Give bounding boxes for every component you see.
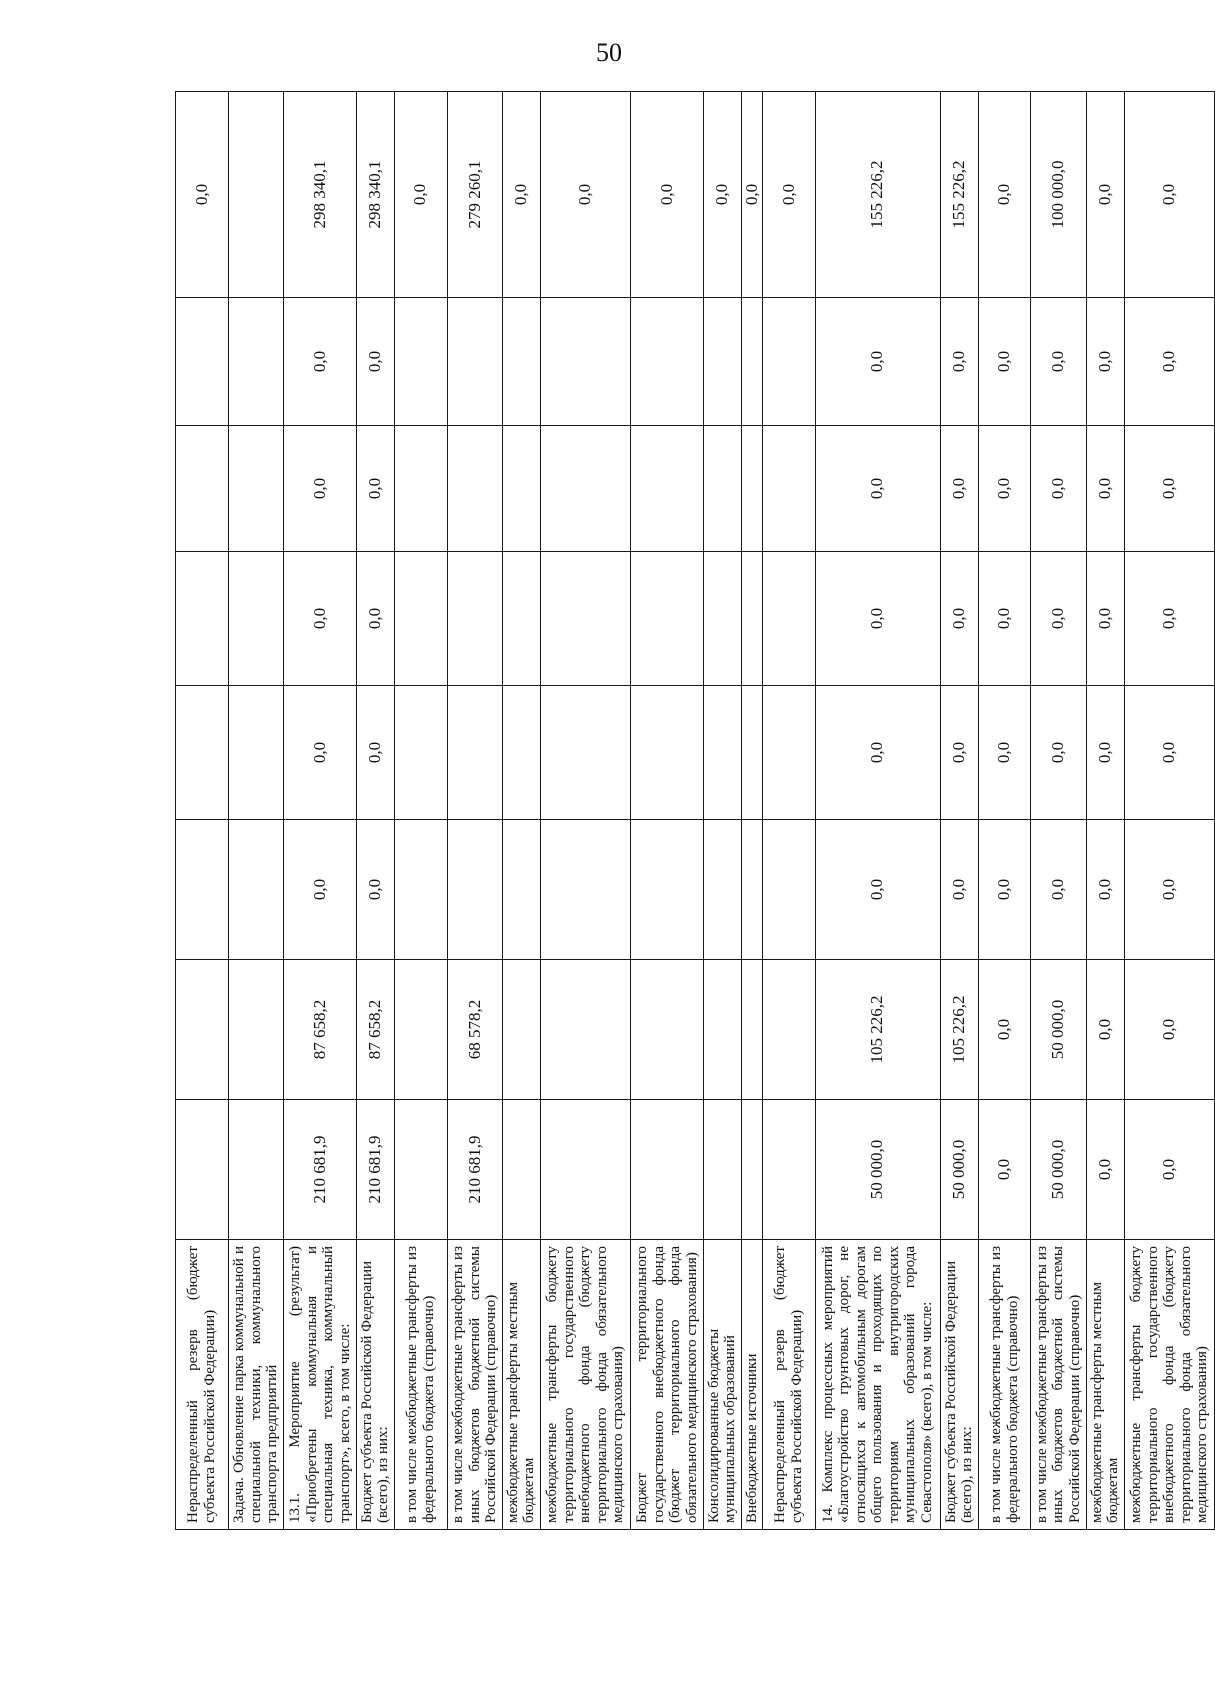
table-row: [815, 92, 940, 1530]
value-cell: [741, 552, 762, 686]
value-cell: [502, 820, 540, 960]
value-cell: 0,0: [1086, 298, 1124, 426]
value-cell: 298 340,1: [356, 92, 394, 298]
value-cell: [762, 552, 815, 686]
value-cell: 0,0: [356, 426, 394, 552]
value-cell: 0,0: [1086, 820, 1124, 960]
row-label: 13.1. Мероприятие (результат) «Приобретены коммунальная и специальная техника, коммунальный транспорт», всего, в том числе:: [284, 1240, 357, 1530]
row-label: Нераспределенный резерв (бюджет субъекта Российской Федерации): [176, 1240, 229, 1530]
value-cell: [762, 298, 815, 426]
row-label: в том числе межбюджетные трансферты из иных бюджетов бюджетной системы Российской Федерации (справочно): [447, 1240, 502, 1530]
value-cell: [228, 686, 283, 820]
value-cell: 0,0: [356, 686, 394, 820]
value-cell: 0,0: [1031, 820, 1086, 960]
value-cell: 0,0: [978, 820, 1031, 960]
value-cell: [228, 92, 283, 298]
value-cell: [394, 686, 447, 820]
value-cell: [394, 960, 447, 1100]
value-cell: [631, 686, 704, 820]
value-cell: [228, 820, 283, 960]
value-cell: 100 000,0: [1031, 92, 1086, 298]
value-cell: [631, 820, 704, 960]
table-row: [356, 92, 394, 1530]
value-cell: [540, 298, 630, 426]
value-cell: 0,0: [284, 426, 357, 552]
value-cell: [631, 426, 704, 552]
value-cell: [703, 686, 741, 820]
value-cell: [394, 426, 447, 552]
page-number: 50: [596, 38, 622, 67]
value-cell: 0,0: [1086, 552, 1124, 686]
value-cell: [741, 426, 762, 552]
value-cell: [703, 298, 741, 426]
table-row: [284, 92, 357, 1530]
value-cell: 0,0: [1124, 1100, 1214, 1240]
value-cell: [502, 298, 540, 426]
value-cell: 0,0: [1124, 552, 1214, 686]
value-cell: [176, 686, 229, 820]
value-cell: [447, 552, 502, 686]
row-label: 14. Комплекс процессных мероприятий «Благоустройство грунтовых дорог, не относящихся к автомобильным дорогам общего пользования и проходящих по территориям внутригородских муниципальных образований города Севастополя» (всего), в том числе:: [815, 1240, 940, 1530]
value-cell: [762, 820, 815, 960]
value-cell: 279 260,1: [447, 92, 502, 298]
table-row: [703, 92, 741, 1530]
value-cell: 0,0: [1124, 92, 1214, 298]
value-cell: 0,0: [1086, 1100, 1124, 1240]
row-label: Внебюджетные источники: [741, 1240, 762, 1530]
table-body: [176, 92, 1215, 1530]
value-cell: [176, 552, 229, 686]
value-cell: 50 000,0: [815, 1100, 940, 1240]
value-cell: 0,0: [1031, 298, 1086, 426]
rotated-table-container: [175, 92, 1215, 1530]
table-row: [228, 92, 283, 1530]
value-cell: [703, 820, 741, 960]
row-label: в том числе межбюджетные трансферты из федерального бюджета (справочно): [394, 1240, 447, 1530]
value-cell: [502, 552, 540, 686]
row-label: Бюджет субъекта Российской Федерации (всего), из них:: [356, 1240, 394, 1530]
value-cell: 0,0: [940, 552, 978, 686]
value-cell: [540, 820, 630, 960]
table-row: [1124, 92, 1214, 1530]
value-cell: 0,0: [1031, 686, 1086, 820]
value-cell: 0,0: [978, 686, 1031, 820]
value-cell: 0,0: [978, 960, 1031, 1100]
value-cell: 0,0: [540, 92, 630, 298]
value-cell: 0,0: [631, 92, 704, 298]
value-cell: [394, 298, 447, 426]
value-cell: 0,0: [815, 298, 940, 426]
value-cell: 50 000,0: [1031, 960, 1086, 1100]
value-cell: 0,0: [815, 820, 940, 960]
value-cell: [540, 686, 630, 820]
value-cell: [703, 552, 741, 686]
value-cell: 0,0: [815, 686, 940, 820]
table-row: [447, 92, 502, 1530]
value-cell: [394, 1100, 447, 1240]
row-label: межбюджетные трансферты бюджету территориального государственного внебюджетного фонда (бюджету территориального фонда обязательного медицинского страхования): [540, 1240, 630, 1530]
value-cell: 0,0: [1031, 552, 1086, 686]
row-label: Нераспределенный резерв (бюджет субъекта Российской Федерации): [762, 1240, 815, 1530]
value-cell: [447, 686, 502, 820]
value-cell: [502, 960, 540, 1100]
value-cell: [176, 960, 229, 1100]
value-cell: [447, 820, 502, 960]
table-row: [176, 92, 229, 1530]
value-cell: 0,0: [741, 92, 762, 298]
value-cell: 155 226,2: [815, 92, 940, 298]
value-cell: [176, 820, 229, 960]
value-cell: [176, 298, 229, 426]
value-cell: 0,0: [978, 92, 1031, 298]
value-cell: 0,0: [940, 686, 978, 820]
row-label: Бюджет территориального государственного внебюджетного фонда (бюджет территориального фонда обязательного медицинского страхования): [631, 1240, 704, 1530]
value-cell: 0,0: [356, 298, 394, 426]
value-cell: 0,0: [1124, 686, 1214, 820]
row-label: межбюджетные трансферты бюджету территориального государственного внебюджетного фонда (бюджету территориального фонда обязательного медицинского страхования): [1124, 1240, 1214, 1530]
value-cell: 50 000,0: [1031, 1100, 1086, 1240]
table-row: [394, 92, 447, 1530]
table-row: [978, 92, 1031, 1530]
value-cell: 0,0: [1124, 298, 1214, 426]
row-label: межбюджетные трансферты местным бюджетам: [502, 1240, 540, 1530]
value-cell: [228, 960, 283, 1100]
value-cell: [176, 1100, 229, 1240]
value-cell: [762, 1100, 815, 1240]
value-cell: 0,0: [940, 820, 978, 960]
value-cell: 0,0: [1124, 426, 1214, 552]
value-cell: 0,0: [1124, 960, 1214, 1100]
value-cell: 0,0: [502, 92, 540, 298]
table-row: [1031, 92, 1086, 1530]
value-cell: 0,0: [1086, 92, 1124, 298]
value-cell: 0,0: [356, 820, 394, 960]
value-cell: 210 681,9: [356, 1100, 394, 1240]
value-cell: 0,0: [978, 1100, 1031, 1240]
value-cell: [540, 960, 630, 1100]
value-cell: 0,0: [815, 426, 940, 552]
value-cell: [631, 298, 704, 426]
value-cell: [176, 426, 229, 552]
value-cell: [741, 298, 762, 426]
row-label: в том числе межбюджетные трансферты из иных бюджетов бюджетной системы Российской Федерации (справочно): [1031, 1240, 1086, 1530]
value-cell: 210 681,9: [447, 1100, 502, 1240]
value-cell: [703, 960, 741, 1100]
table-row: [1086, 92, 1124, 1530]
table-row: [502, 92, 540, 1530]
table-row: [741, 92, 762, 1530]
value-cell: 0,0: [284, 820, 357, 960]
value-cell: [394, 820, 447, 960]
row-label: межбюджетные трансферты местным бюджетам: [1086, 1240, 1124, 1530]
value-cell: 105 226,2: [940, 960, 978, 1100]
row-label: Консолидированные бюджеты муниципальных образований: [703, 1240, 741, 1530]
value-cell: 0,0: [394, 92, 447, 298]
value-cell: 0,0: [703, 92, 741, 298]
table-row: [631, 92, 704, 1530]
value-cell: 50 000,0: [940, 1100, 978, 1240]
value-cell: 0,0: [978, 426, 1031, 552]
value-cell: 0,0: [940, 298, 978, 426]
value-cell: [228, 552, 283, 686]
value-cell: 0,0: [284, 298, 357, 426]
value-cell: 0,0: [978, 298, 1031, 426]
value-cell: 0,0: [1086, 426, 1124, 552]
value-cell: 0,0: [978, 552, 1031, 686]
value-cell: 0,0: [284, 552, 357, 686]
value-cell: 210 681,9: [284, 1100, 357, 1240]
value-cell: [540, 1100, 630, 1240]
value-cell: 87 658,2: [284, 960, 357, 1100]
value-cell: [228, 426, 283, 552]
value-cell: [741, 820, 762, 960]
value-cell: 0,0: [762, 92, 815, 298]
value-cell: [762, 960, 815, 1100]
value-cell: 0,0: [284, 686, 357, 820]
value-cell: [741, 960, 762, 1100]
value-cell: [540, 426, 630, 552]
value-cell: [228, 298, 283, 426]
table-row: [940, 92, 978, 1530]
value-cell: [502, 426, 540, 552]
row-label: Задача. Обновление парка коммунальной и специальной техники, коммунального транспорта предприятий: [228, 1240, 283, 1530]
table-row: [762, 92, 815, 1530]
value-cell: [447, 298, 502, 426]
value-cell: [502, 686, 540, 820]
value-cell: [447, 426, 502, 552]
value-cell: 0,0: [1124, 820, 1214, 960]
value-cell: [741, 686, 762, 820]
value-cell: 298 340,1: [284, 92, 357, 298]
value-cell: [228, 1100, 283, 1240]
value-cell: 0,0: [940, 426, 978, 552]
value-cell: 0,0: [176, 92, 229, 298]
value-cell: [762, 686, 815, 820]
table-row: [540, 92, 630, 1530]
value-cell: 0,0: [356, 552, 394, 686]
value-cell: [540, 552, 630, 686]
row-label: в том числе межбюджетные трансферты из федерального бюджета (справочно): [978, 1240, 1031, 1530]
value-cell: 87 658,2: [356, 960, 394, 1100]
row-label: Бюджет субъекта Российской Федерации (всего), из них:: [940, 1240, 978, 1530]
budget-table: [175, 91, 1215, 1530]
value-cell: 0,0: [1086, 686, 1124, 820]
value-cell: [762, 426, 815, 552]
value-cell: [741, 1100, 762, 1240]
value-cell: 105 226,2: [815, 960, 940, 1100]
value-cell: [703, 1100, 741, 1240]
value-cell: [703, 426, 741, 552]
value-cell: 68 578,2: [447, 960, 502, 1100]
value-cell: [631, 552, 704, 686]
value-cell: [394, 552, 447, 686]
value-cell: [502, 1100, 540, 1240]
value-cell: 0,0: [815, 552, 940, 686]
value-cell: 155 226,2: [940, 92, 978, 298]
value-cell: [631, 960, 704, 1100]
value-cell: 0,0: [1086, 960, 1124, 1100]
value-cell: 0,0: [1031, 426, 1086, 552]
value-cell: [631, 1100, 704, 1240]
